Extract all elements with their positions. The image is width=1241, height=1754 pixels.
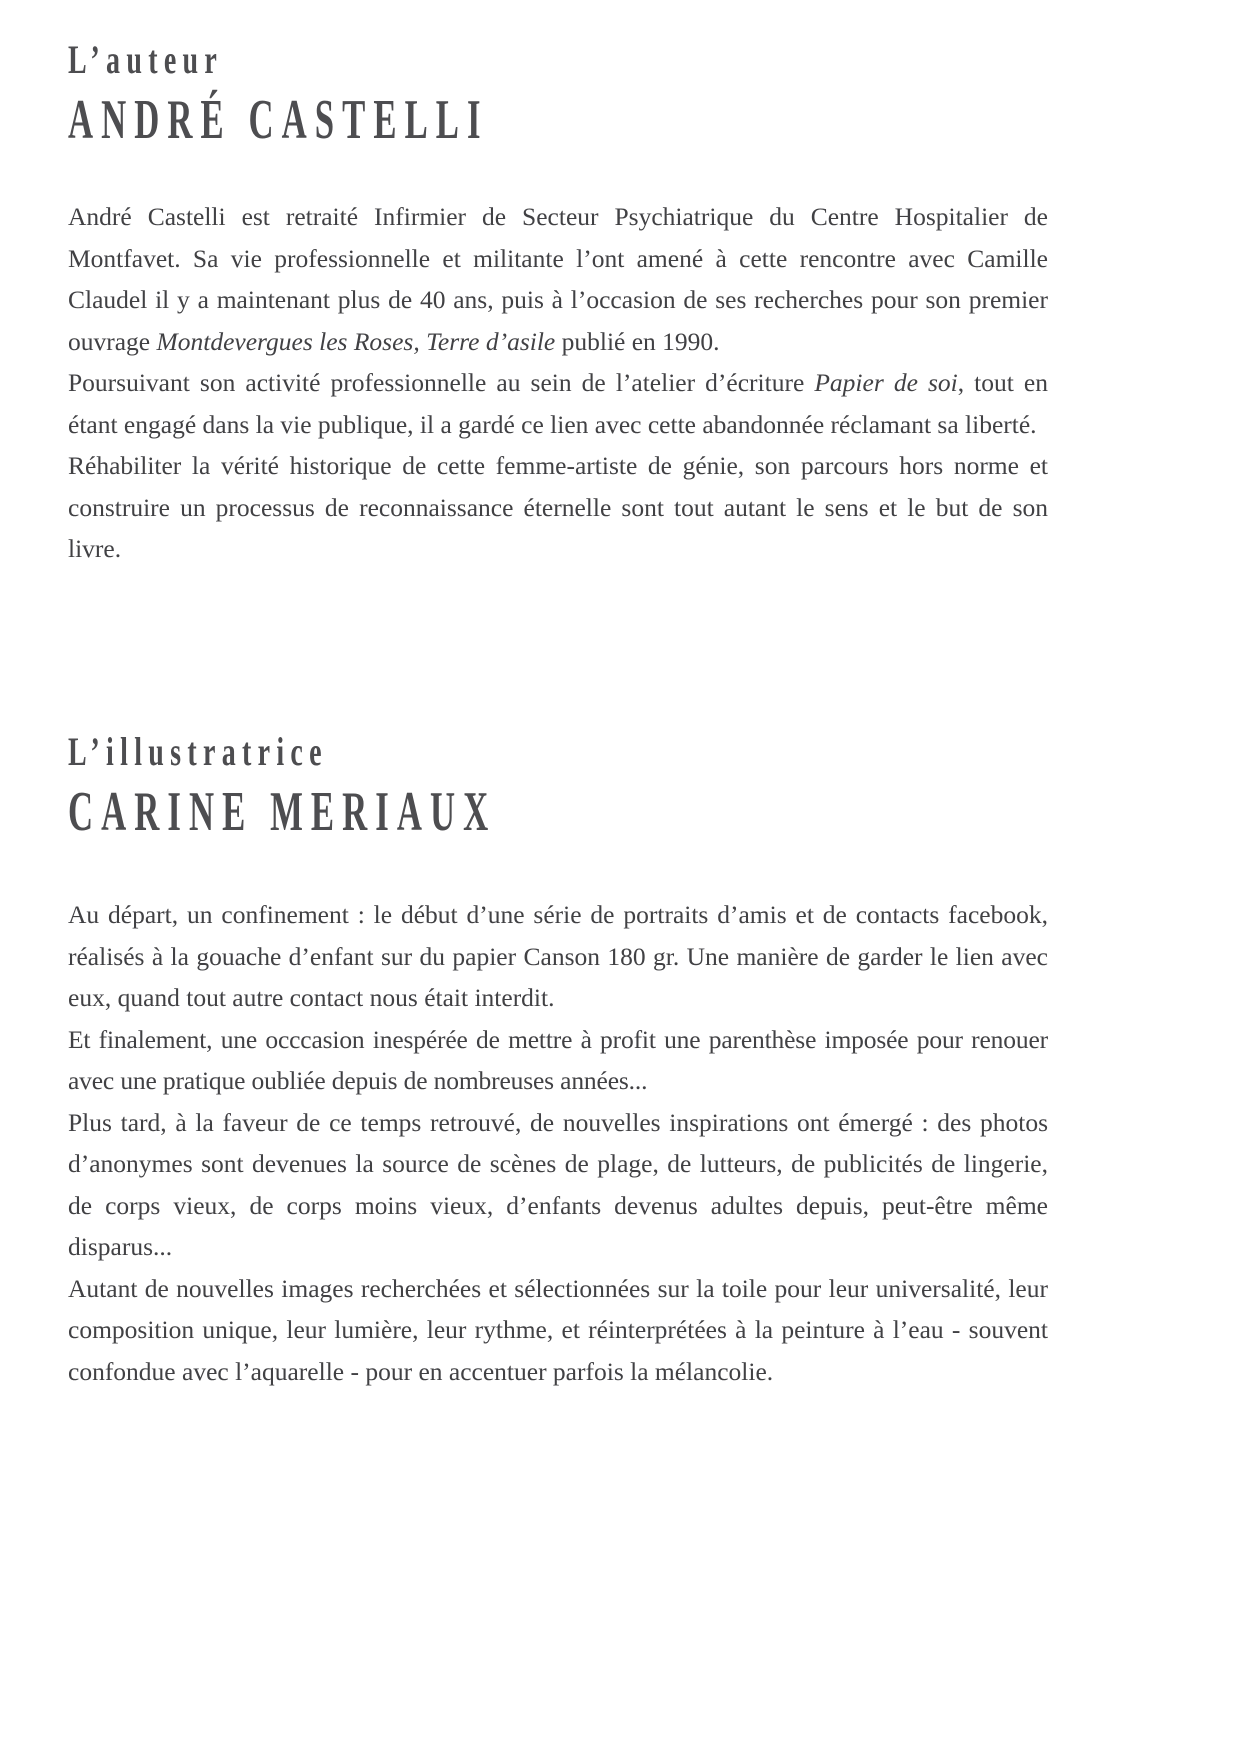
body-illustratrice	[68, 894, 1048, 1392]
text-run: Plus tard, à la faveur de ce temps retrouvé, de nouvelles inspirations ont émergé : des photos d’anonymes sont devenues la source de scènes de plage, de lutteurs, de publicités de lingerie, de corps vieux, de corps moins vieux, d’enfants devenus adultes depuis, peut-être même disparus...	[68, 1107, 1048, 1261]
section-auteur	[68, 34, 1048, 570]
heading-auteur-title: L’auteur	[68, 37, 224, 82]
paragraph-auteur-1	[68, 196, 1048, 362]
heading-illustratrice	[68, 726, 1048, 844]
heading-auteur	[68, 34, 1048, 152]
text-run: Poursuivant son activité professionnelle au sein de l’atelier d’écriture	[68, 368, 815, 397]
paragraph-auteur-2	[68, 362, 1048, 445]
heading-auteur-name: ANDRÉ CASTELLI	[68, 89, 489, 151]
heading-illustratrice-title: L’illustratrice	[68, 729, 328, 774]
heading-illustratrice-name: CARINE MERIAUX	[68, 781, 497, 843]
book-title-montdevergues: Montdevergues les Roses, Terre d’asile	[156, 326, 556, 356]
text-run: André Castelli est retraité Infirmier de Secteur Psychiatrique du Centre Hospitalier de Montfavet. Sa vie professionnelle et militante l’ont amené à cette rencontre avec Camille Claudel il y a maintenant plus de 40 ans, puis à l’occasion de ses recherches pour son premier ouvrage	[68, 202, 1048, 356]
text-run: Autant de nouvelles images recherchées et sélectionnées sur la toile pour leur universalité, leur composition unique, leur lumière, leur rythme, et réinterprétées à la peinture à l’eau - souvent confondue avec l’aquarelle - pour en accentuer parfois la mélancolie.	[68, 1273, 1048, 1386]
section-illustratrice	[68, 726, 1048, 1392]
atelier-title-papier-de-soi: Papier de soi	[814, 368, 958, 397]
text-run: Au départ, un confinement : le début d’une série de portraits d’amis et de contacts facebook, réalisés à la gouache d’enfant sur du papier Canson 180 gr. Une manière de garder le lien avec eux, quand tout autre contact nous était interdit.	[68, 900, 1048, 1012]
paragraph-illustratrice-4	[68, 1268, 1048, 1393]
paragraph-illustratrice-1	[68, 894, 1048, 1019]
paragraph-illustratrice-2	[68, 1019, 1048, 1102]
paragraph-illustratrice-3	[68, 1102, 1048, 1268]
text-run: Et finalement, une occcasion inespérée de mettre à profit une parenthèse imposée pour renouer avec une pratique oubliée depuis de nombreuses années...	[68, 1024, 1048, 1095]
paragraph-auteur-3	[68, 445, 1048, 570]
text-run: Réhabiliter la vérité historique de cette femme-artiste de génie, son parcours hors norme et construire un processus de reconnaissance éternelle sont tout autant le sens et le but de son livre.	[68, 451, 1048, 563]
body-auteur	[68, 196, 1048, 570]
text-run: , tout en étant engagé dans la vie publique, il a gardé ce lien avec cette abandonnée réclamant sa liberté.	[68, 368, 1048, 439]
text-run: publié en 1990.	[555, 326, 720, 356]
